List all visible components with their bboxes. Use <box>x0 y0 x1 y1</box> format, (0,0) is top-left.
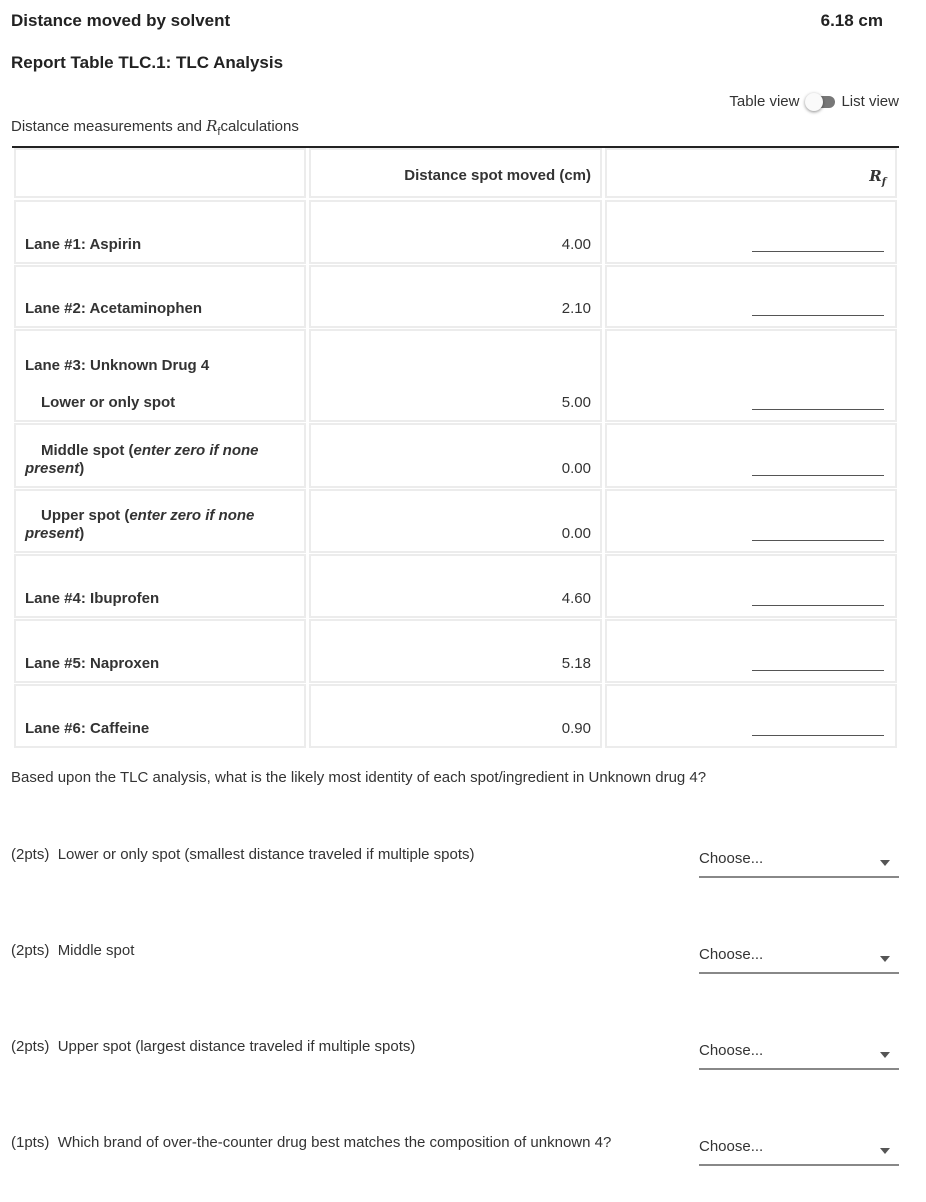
caption-rf-symbol: R <box>206 117 218 135</box>
question-points: (2pts) <box>11 846 50 863</box>
lane-label <box>25 442 304 478</box>
lane-label: Lane #6: Caffeine <box>25 720 150 737</box>
question-row <box>0 942 926 982</box>
table-caption <box>11 117 299 138</box>
lane-label: Lane #5: Naproxen <box>25 655 160 672</box>
header-distance-label: Distance spot moved (cm) <box>404 167 591 184</box>
rf-input[interactable] <box>752 475 884 476</box>
spot-label-note: enter zero if none present <box>25 442 259 477</box>
rf-cell <box>605 554 897 618</box>
lane-label: Lane #1: Aspirin <box>25 236 142 253</box>
header-cell-rf <box>605 148 897 198</box>
rf-input[interactable] <box>752 670 884 671</box>
question-prompt: Middle spot <box>57 942 135 959</box>
distance-value: 5.00 <box>561 394 591 411</box>
table-row <box>12 265 899 328</box>
rf-cell <box>605 619 897 683</box>
report-table-title: Report Table TLC.1: TLC Analysis <box>11 53 284 72</box>
rf-cell <box>605 265 897 328</box>
select-value: Choose... <box>699 850 764 867</box>
header-rf-symbol: R <box>869 167 882 185</box>
table-row <box>12 329 899 422</box>
distance-cell <box>309 265 602 328</box>
table-row <box>12 200 899 264</box>
lane-group-label: Lane #3: Unknown Drug 4 <box>25 357 210 374</box>
solvent-distance-label: Distance moved by solvent <box>11 11 231 30</box>
view-toggle <box>729 93 899 110</box>
table-row <box>12 423 899 488</box>
distance-cell <box>309 619 602 683</box>
question-text <box>11 1134 611 1151</box>
header-cell-distance <box>309 148 602 198</box>
rf-input[interactable] <box>752 735 884 736</box>
chevron-down-icon <box>880 1052 890 1058</box>
spot-label-suffix: ) <box>79 460 85 477</box>
header-rf-label <box>869 167 886 188</box>
table-row <box>12 619 899 683</box>
spot-label: Lower or only spot <box>41 394 176 411</box>
distance-value: 4.00 <box>561 236 591 253</box>
question-points: (1pts) <box>11 1134 50 1151</box>
list-view-label[interactable]: List view <box>841 93 899 110</box>
rf-input[interactable] <box>752 605 884 606</box>
rf-input[interactable] <box>752 540 884 541</box>
rf-cell <box>605 423 897 488</box>
table-row <box>12 489 899 553</box>
question-text <box>11 942 134 959</box>
lane-label <box>25 507 304 543</box>
chevron-down-icon <box>880 860 890 866</box>
caption-prefix: Distance measurements and <box>11 118 207 135</box>
distance-cell <box>309 489 602 553</box>
spot-label-suffix: ) <box>79 525 85 542</box>
rf-input[interactable] <box>752 251 884 252</box>
question-prompt: Which brand of over-the-counter drug best matches the composition of unknown 4? <box>57 1134 612 1151</box>
upper-spot-select[interactable] <box>699 1042 899 1070</box>
question-row <box>0 846 926 886</box>
rf-input[interactable] <box>752 315 884 316</box>
table-view-label[interactable]: Table view <box>729 93 800 110</box>
distance-cell <box>309 423 602 488</box>
distance-value: 4.60 <box>561 590 591 607</box>
chevron-down-icon <box>880 956 890 962</box>
question-points: (2pts) <box>11 1038 50 1055</box>
distance-value: 0.00 <box>561 525 591 542</box>
lane-cell <box>14 684 306 748</box>
spot-label-prefix: Middle spot ( <box>41 442 134 459</box>
table-row <box>12 554 899 618</box>
lower-spot-select[interactable] <box>699 850 899 878</box>
distance-value: 0.00 <box>561 460 591 477</box>
brand-select[interactable] <box>699 1138 899 1166</box>
solvent-distance-value: 6.18 cm <box>820 11 883 30</box>
lane-label <box>25 394 175 412</box>
question-row <box>0 1134 926 1174</box>
select-value: Choose... <box>699 1042 764 1059</box>
lane-cell <box>14 554 306 618</box>
spot-label-note: enter zero if none present <box>25 507 255 542</box>
question-prompt: Lower or only spot (smallest distance traveled if multiple spots) <box>57 846 475 863</box>
rf-cell <box>605 684 897 748</box>
rf-input[interactable] <box>752 409 884 410</box>
distance-cell <box>309 684 602 748</box>
toggle-knob <box>805 93 823 111</box>
lane-cell <box>14 619 306 683</box>
lane-cell <box>14 423 306 488</box>
distance-value: 5.18 <box>561 655 591 672</box>
middle-spot-select[interactable] <box>699 946 899 974</box>
select-value: Choose... <box>699 946 764 963</box>
lane-cell <box>14 489 306 553</box>
question-text <box>11 846 475 863</box>
distance-cell <box>309 554 602 618</box>
table-header-row <box>12 148 899 198</box>
question-intro: Based upon the TLC analysis, what is the likely most identity of each spot/ingredient in Unknown drug 4? <box>11 769 707 786</box>
question-row <box>0 1038 926 1078</box>
lane-label: Lane #4: Ibuprofen <box>25 590 160 607</box>
rf-cell <box>605 329 897 422</box>
distance-value: 0.90 <box>561 720 591 737</box>
rf-cell <box>605 200 897 264</box>
header-cell-lane <box>14 148 306 198</box>
lane-cell <box>14 265 306 328</box>
lane-cell <box>14 329 306 422</box>
lane-label: Lane #2: Acetaminophen <box>25 300 202 317</box>
caption-rf-subscript: f <box>217 126 221 138</box>
view-toggle-switch[interactable] <box>805 94 835 110</box>
distance-cell <box>309 200 602 264</box>
spot-label-prefix: Upper spot ( <box>41 507 130 524</box>
rf-cell <box>605 489 897 553</box>
table-row <box>12 684 899 748</box>
lane-cell <box>14 200 306 264</box>
select-value: Choose... <box>699 1138 764 1155</box>
distance-cell <box>309 329 602 422</box>
question-points: (2pts) <box>11 942 50 959</box>
distance-value: 2.10 <box>561 300 591 317</box>
question-text <box>11 1038 415 1055</box>
header-rf-subscript: f <box>881 177 886 188</box>
question-prompt: Upper spot (largest distance traveled if multiple spots) <box>57 1038 416 1055</box>
caption-suffix: calculations <box>220 118 299 135</box>
chevron-down-icon <box>880 1148 890 1154</box>
